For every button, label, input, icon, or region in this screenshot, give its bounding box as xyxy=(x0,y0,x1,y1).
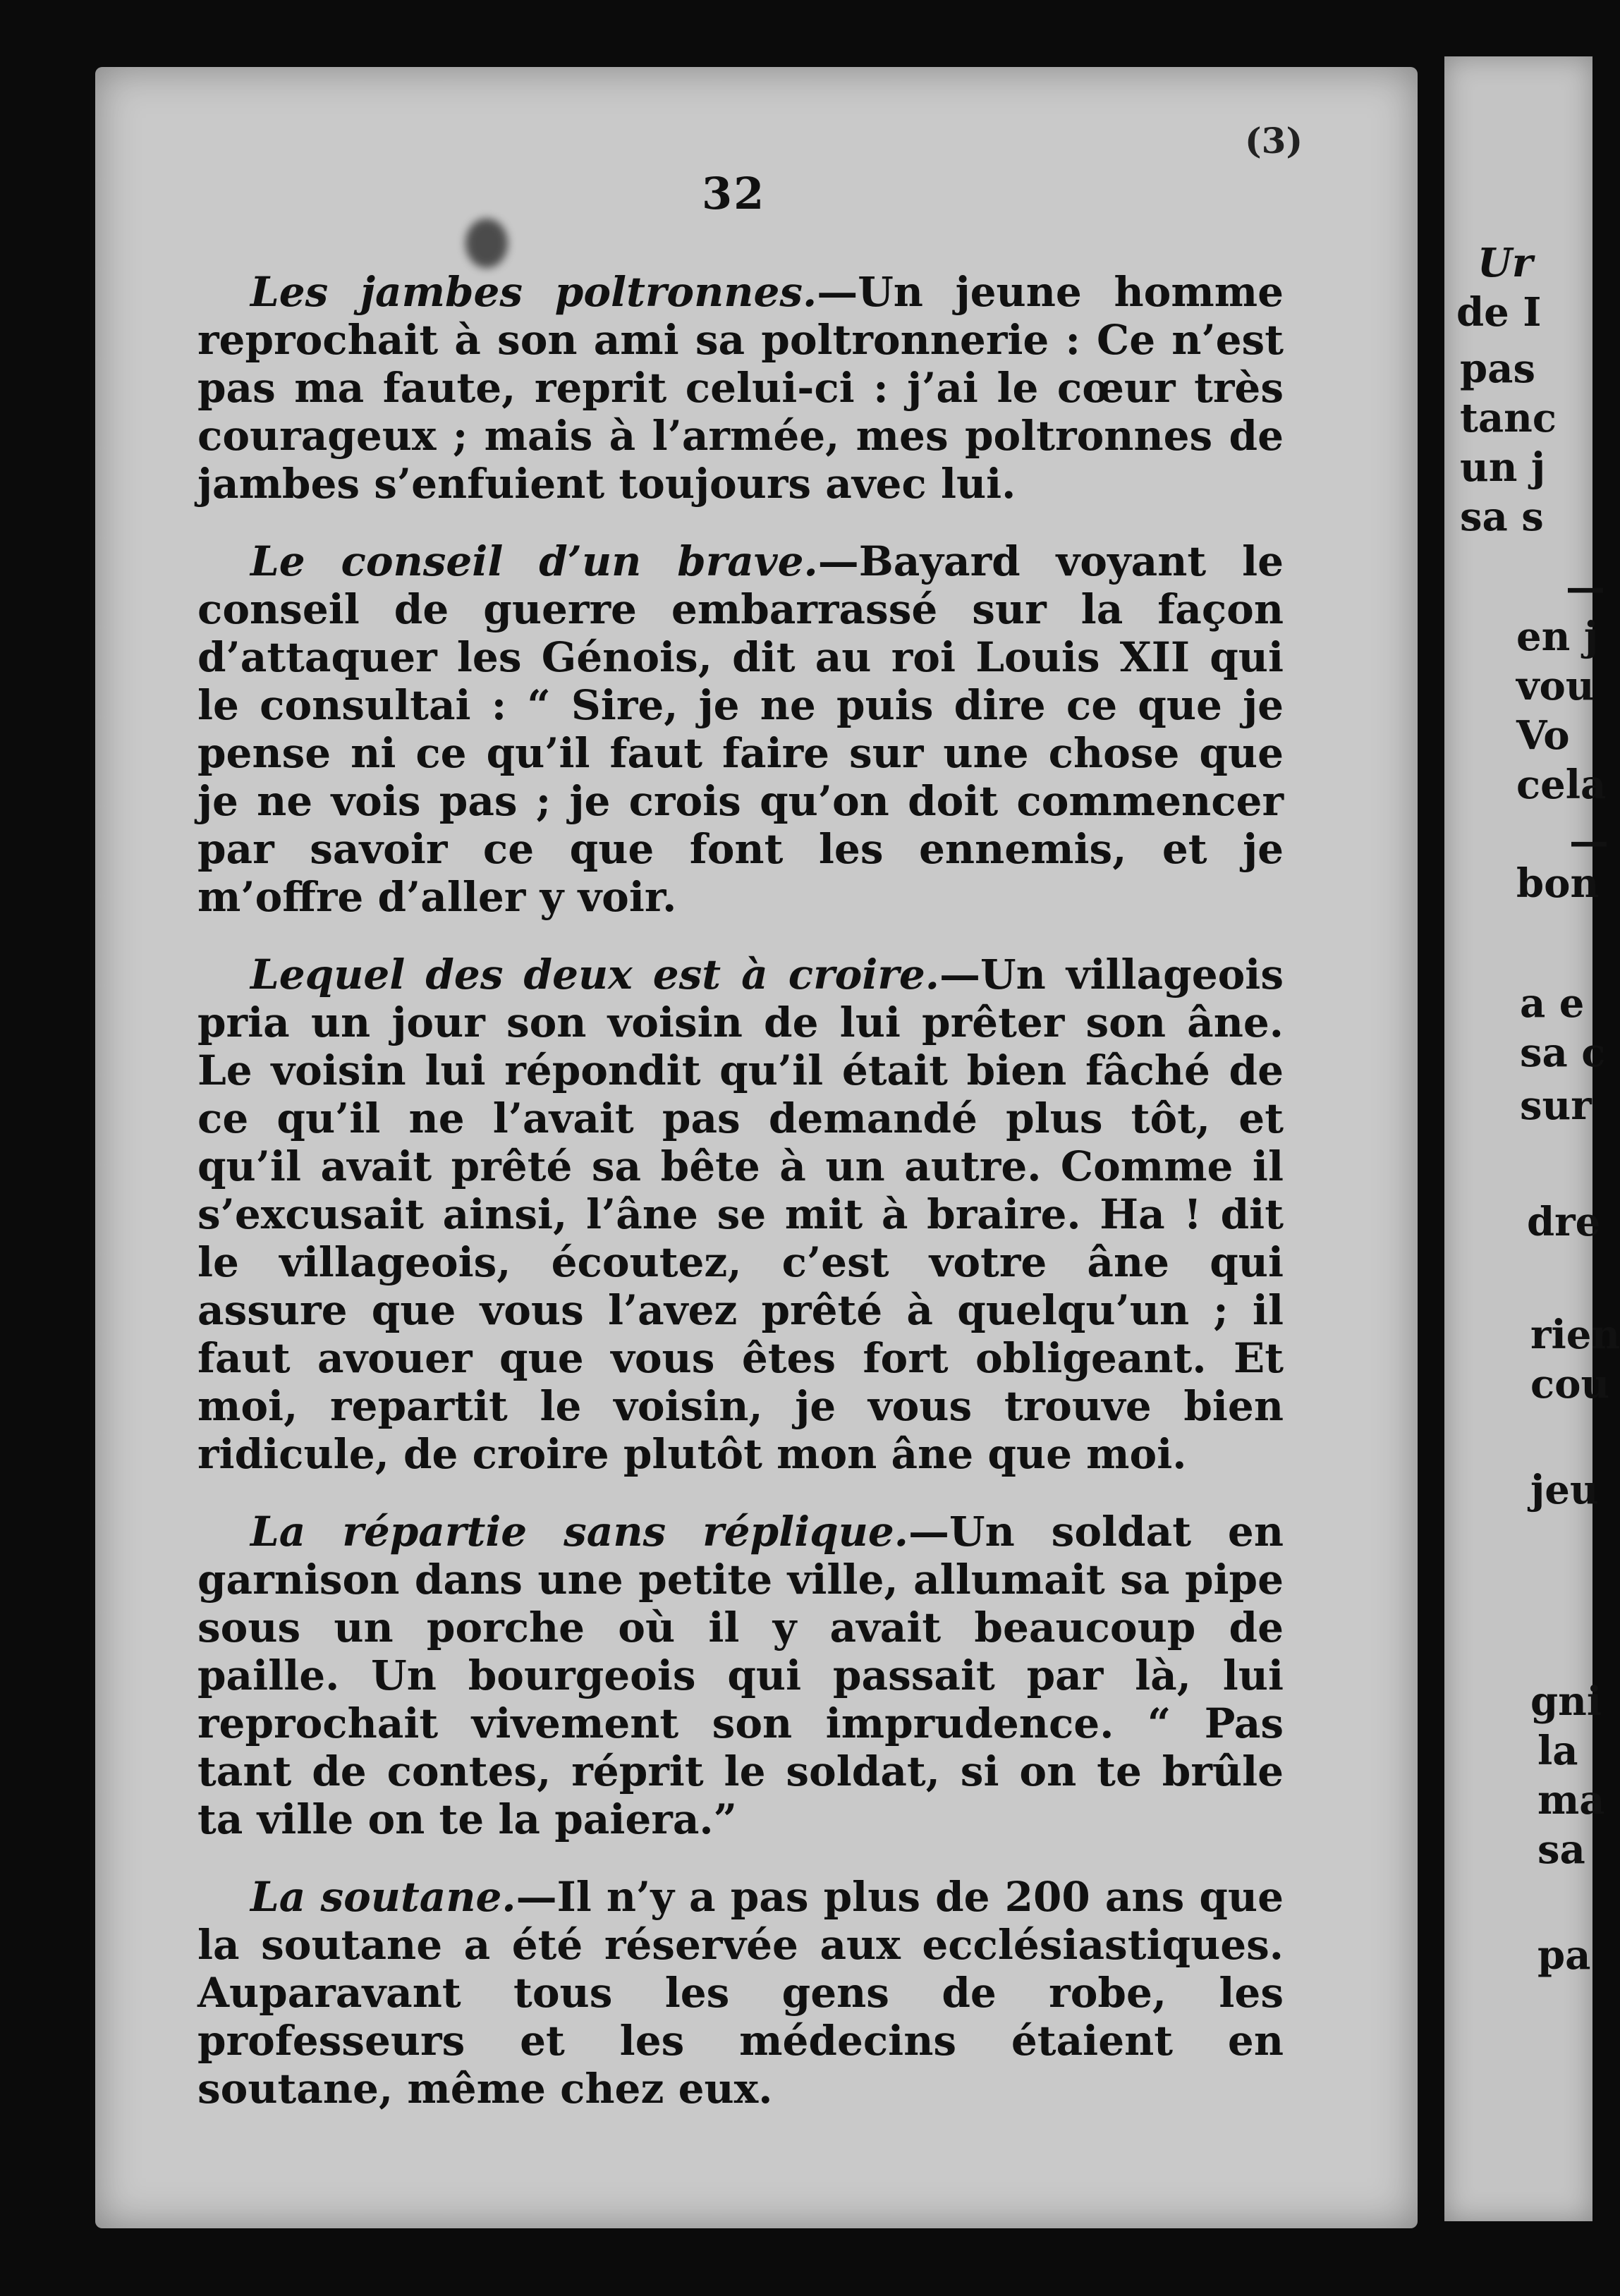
fragment-line: a e xyxy=(1520,980,1585,1027)
fragment-line: sur xyxy=(1520,1082,1592,1129)
fragment-line: en j xyxy=(1516,613,1599,660)
fragment-line: un j xyxy=(1460,444,1546,491)
anecdote-body: —Il n’y a pas plus de 200 ans que la soutane a été réservée aux ecclésiastiques. Auparavant tous les gens de robe, les professeurs et les médecins étaient en soutane, même chez eux. xyxy=(197,1873,1284,2113)
fragment-line: pas xyxy=(1460,346,1535,392)
anecdote-title: La soutane. xyxy=(250,1873,516,1921)
fragment-line: ma xyxy=(1537,1777,1605,1824)
fragment-line: de I xyxy=(1456,289,1542,336)
anecdote-body: —Un jeune homme reprochait à son ami sa poltronnerie : Ce n’est pas ma faute, reprit celui-ci : j’ai le cœur très courageux ; mais à l’armée, mes poltronnes de jambes s’enfuient toujours avec lui. xyxy=(197,268,1284,508)
anecdote-paragraph xyxy=(197,1873,1284,2113)
anecdote-paragraph xyxy=(197,268,1284,508)
anecdote-title: La répartie sans réplique. xyxy=(250,1508,908,1556)
fragment-line: gni xyxy=(1530,1678,1602,1725)
fragment-line: jeu xyxy=(1530,1467,1599,1513)
anecdote-paragraph xyxy=(197,951,1284,1478)
anecdote-title: Le conseil d’un brave. xyxy=(250,537,818,585)
anecdote-paragraph xyxy=(197,537,1284,921)
anecdote-title: Lequel des deux est à croire. xyxy=(250,951,939,999)
fragment-line: Vo xyxy=(1516,712,1570,759)
fragment-line: bon xyxy=(1516,860,1600,907)
fragment-line: rien xyxy=(1530,1312,1620,1358)
fragment-line: pa xyxy=(1537,1932,1591,1979)
ink-stain xyxy=(465,219,508,268)
corner-mark: (3) xyxy=(1245,120,1303,161)
anecdote-body: —Bayard voyant le conseil de guerre embarrassé sur la façon d’attaquer les Génois, dit au roi Louis XII qui le consultai : “ Sire, je ne puis dire ce que je pense ni ce qu’il faut faire sur une chose que je ne vois pas ; je crois qu’on doit commencer par savoir ce que font les ennemis, et je m’offre d’aller y voir. xyxy=(197,537,1284,921)
anecdote-title: Les jambes poltronnes. xyxy=(250,268,817,316)
fragment-line: cela xyxy=(1516,762,1607,808)
fragment-line: cou xyxy=(1530,1361,1610,1407)
page-number: 32 xyxy=(702,168,766,219)
fragment-line: — xyxy=(1566,564,1605,611)
fragment-line: sa xyxy=(1537,1826,1585,1873)
fragment-line: dre xyxy=(1527,1199,1601,1245)
fragment-line: sa c xyxy=(1520,1030,1606,1076)
fragment-line: Ur xyxy=(1478,240,1533,286)
page-text xyxy=(197,268,1284,2142)
fragment-line: vou xyxy=(1516,663,1595,709)
anecdote-body: —Un villageois pria un jour son voisin de lui prêter son âne. Le voisin lui répondit qu’il était bien fâché de ce qu’il ne l’avait pas demandé plus tôt, et qu’il avait prêté sa bête à un autre. Comme il s’excusait ainsi, l’âne se mit à braire. Ha ! dit le villageois, écoutez, c’est votre âne qui assure que vous l’avez prêté à quelqu’un ; il faut avouer que vous êtes fort obligeant. Et moi, repartit le voisin, je vous trouve bien ridicule, de croire plutôt mon âne que moi. xyxy=(197,951,1284,1478)
fragment-line: — xyxy=(1569,818,1609,865)
fragment-line: tanc xyxy=(1460,395,1557,441)
fragment-line: sa s xyxy=(1460,494,1544,540)
anecdote-paragraph xyxy=(197,1508,1284,1843)
anecdote-body: —Un soldat en garnison dans une petite ville, allumait sa pipe sous un porche où il y avait beaucoup de paille. Un bourgeois qui passait par là, lui reprochait vivement son imprudence. “ Pas tant de contes, réprit le soldat, si on te brûle ta ville on te la paiera.” xyxy=(197,1508,1284,1843)
fragment-line: la xyxy=(1537,1728,1578,1774)
